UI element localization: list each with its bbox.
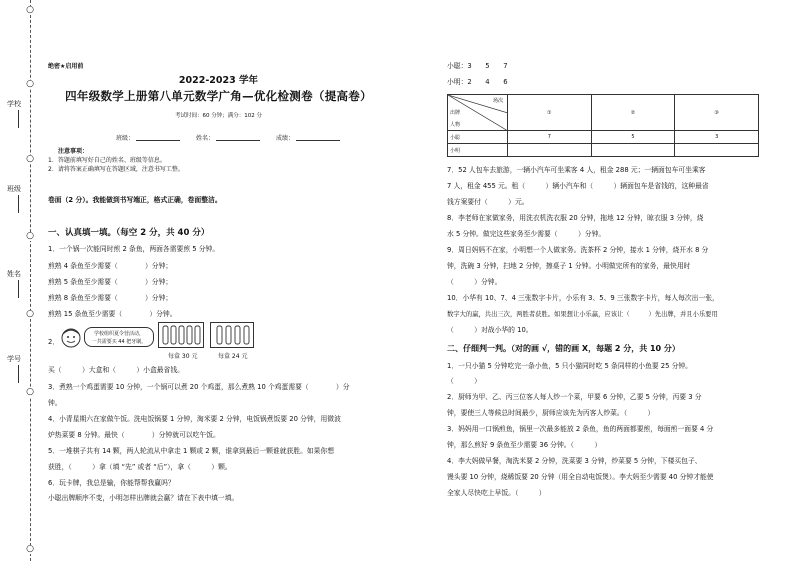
question-7-cont[interactable]: 7 人，租金 455 元。租（ ）辆小汽车和（ ）辆面包车是省钱的，这种最省 bbox=[447, 182, 709, 190]
judge-3: 3．妈妈用一口锅煎鱼，锅里一次最多能放 2 条鱼，鱼的两面都要煎，每面煎一面要 4 分 bbox=[447, 425, 714, 433]
right-column bbox=[445, 0, 785, 561]
cards-xiaoming: 小明：2 4 6 bbox=[447, 78, 508, 86]
secret-mark: 绝密★启用前 bbox=[48, 63, 84, 70]
binding-mark: ○ bbox=[26, 154, 34, 164]
table-cell: 5 bbox=[591, 131, 675, 144]
score-field[interactable]: 成绩： bbox=[276, 133, 340, 142]
question-4-cont[interactable]: 炉热菜要 8 分钟。最快（ ）分钟就可以吃午饭。 bbox=[48, 431, 220, 439]
bubble-line: 学校组织夏令营活动， bbox=[93, 331, 144, 337]
judge-1-answer[interactable]: （ ） bbox=[447, 377, 481, 385]
price-large-box: 每盒 30 元 bbox=[168, 353, 198, 360]
fish-q-4[interactable]: 煎熟 4 条鱼至少需要（ ）分钟； bbox=[48, 262, 173, 270]
fish-q-5[interactable]: 煎熟 5 条鱼至少需要（ ）分钟； bbox=[48, 278, 173, 286]
table-cell: 7 bbox=[508, 131, 592, 144]
judge-1: 1．一只小猫 5 分钟吃完一条小鱼，5 只小猫同时吃 5 条同样的小鱼要 25 分钟。 bbox=[447, 362, 692, 370]
school-year: 2022-2023 学年 bbox=[178, 75, 259, 86]
class-field[interactable]: 班级： bbox=[116, 133, 180, 142]
question-9: 9．周日妈妈不在家，小明想一个人做家务。洗茶杯 2 分钟，接水 1 分钟，烧开水 8 分 bbox=[447, 246, 709, 254]
speech-bubble bbox=[84, 327, 154, 347]
judge-4-cont: 馒头要 10 分钟，烧稀饭要 20 分钟（用全自动电饭煲）。李大妈至少需要 40 分钟才能使 bbox=[447, 473, 714, 481]
answer-cell[interactable] bbox=[508, 144, 592, 157]
answer-cell[interactable] bbox=[591, 144, 675, 157]
child-face-icon bbox=[60, 326, 82, 350]
binding-field-name[interactable]: 姓名 bbox=[2, 270, 26, 298]
binding-field-number[interactable]: 学号 bbox=[2, 355, 26, 383]
question-8: 8．李老师在家做家务，用洗衣机洗衣服 20 分钟，拖地 12 分钟，晾衣服 3 分钟，烧 bbox=[447, 214, 704, 222]
judge-2: 2．厨师为甲、乙、丙三位客人每人炒一个菜，甲要 6 分钟，乙要 5 分钟，丙要 3 分 bbox=[447, 393, 702, 401]
corner-label: 出牌 bbox=[450, 110, 461, 116]
corner-label: 场次 bbox=[492, 98, 503, 104]
judge-4-cont[interactable]: 全家人尽快吃上早饭。（ ） bbox=[447, 489, 546, 497]
question-10-cont[interactable]: 数字大的赢，共出三次，两胜者获胜。如果想让小乐赢，应该让（ ）先出牌，并且小乐要用 bbox=[447, 311, 718, 318]
binding-field-class[interactable]: 班级 bbox=[2, 185, 26, 213]
judge-4: 4．李大妈做早餐，淘洗米要 2 分钟，洗菜要 3 分钟，炒菜要 5 分钟，下楼买包子、 bbox=[447, 457, 702, 465]
binding-field-school[interactable]: 学校 bbox=[2, 100, 26, 128]
fish-q-8[interactable]: 煎熟 8 条鱼至少需要（ ）分钟； bbox=[48, 294, 173, 302]
question-4: 4．小青星期六在家做午饭。洗电饭锅要 1 分钟，淘米要 2 分钟，电饭锅煮饭要 20 分钟，用微波 bbox=[48, 415, 341, 423]
table-header: ③ bbox=[675, 95, 759, 131]
small-toothbrush-box bbox=[210, 322, 254, 348]
question-2-label: 2． bbox=[48, 338, 60, 346]
question-7: 7．52 人包车去旅游，一辆小汽车可坐乘客 4 人，租金 288 元；一辆面包车可坐乘客 bbox=[447, 166, 706, 174]
table-header: ② bbox=[591, 95, 675, 131]
table-corner bbox=[448, 95, 508, 131]
judge-3-cont[interactable]: 钟，那么煎好 9 条鱼至少需要 36 分钟。（ ） bbox=[447, 441, 602, 449]
binding-margin bbox=[0, 0, 44, 561]
binding-mark: ○ bbox=[26, 231, 34, 241]
card-table bbox=[447, 94, 759, 157]
left-column bbox=[46, 0, 391, 561]
table-header: ① bbox=[508, 95, 592, 131]
price-small-box: 每盒 24 元 bbox=[218, 353, 248, 360]
notice-heading: 注意事项： bbox=[58, 148, 89, 155]
corner-label: 人物 bbox=[450, 122, 461, 128]
cards-xiaocong: 小聪：3 5 7 bbox=[447, 62, 508, 70]
binding-mark: ○ bbox=[26, 79, 34, 89]
page-title: 四年级数学上册第八单元数学广角—优化检测卷（提高卷） bbox=[65, 89, 372, 103]
question-1: 1．一个锅一次能同时煎 2 条鱼，两面各需要煎 5 分钟。 bbox=[48, 245, 220, 253]
large-toothbrush-box bbox=[158, 322, 204, 348]
question-9-cont: 钟，洗碗 3 分钟，扫地 2 分钟，擦桌子 1 分钟。小明做完所有的家务，最快用时 bbox=[447, 262, 691, 270]
exam-info: 考试时间：60 分钟；满分：102 分 bbox=[175, 113, 262, 119]
row-name: 小聪 bbox=[448, 131, 508, 144]
question-10-cont[interactable]: （ ）对战小华的 10。 bbox=[447, 326, 533, 334]
section-2-title: 二、仔细判一判。（对的画 √，错的画 X，每题 2 分，共 10 分） bbox=[447, 344, 680, 353]
binding-mark: ○ bbox=[26, 387, 34, 397]
toothbrush-icon bbox=[159, 323, 203, 347]
notice-item: 2．请将答案正确填写在答题区域，注意书写工整。 bbox=[48, 166, 184, 173]
table-row bbox=[448, 131, 759, 144]
question-10: 10．小华有 10、7、4 三张数字卡片，小乐有 3、5、9 三张数字卡片，每人每次出一张， bbox=[447, 294, 719, 302]
binding-mark: ○ bbox=[26, 5, 34, 15]
binding-mark: ○ bbox=[26, 544, 34, 554]
section-1-title: 一、认真填一填。（每空 2 分，共 40 分） bbox=[48, 228, 210, 238]
table-row bbox=[448, 144, 759, 157]
answer-cell[interactable] bbox=[675, 144, 759, 157]
row-name: 小明 bbox=[448, 144, 508, 157]
fish-q-15[interactable]: 煎熟 15 条鱼至少需要（ ）分钟。 bbox=[48, 310, 177, 318]
question-9-cont[interactable]: （ ）分钟。 bbox=[447, 278, 502, 286]
table-cell: 3 bbox=[675, 131, 759, 144]
question-5-cont[interactable]: 获胜，（ ）拿（填 “先” 或者 “后”），拿（ ）颗。 bbox=[48, 463, 232, 471]
question-5: 5．一堆棋子共有 14 颗，两人轮流从中拿走 1 颗或 2 颗，谁拿到最后一颗谁就获胜。如果你想 bbox=[48, 447, 335, 455]
question-6: 6．玩卡牌，我总是输，你能帮帮我赢吗？ bbox=[48, 479, 175, 487]
name-field[interactable]: 姓名： bbox=[196, 133, 260, 142]
question-6-cont: 小聪出牌顺序不变，小明怎样出牌就会赢？请在下表中填一填。 bbox=[48, 494, 239, 502]
question-3-cont: 钟。 bbox=[48, 399, 62, 407]
question-7-cont[interactable]: 钱方案要付（ ）元。 bbox=[447, 198, 529, 206]
question-8-cont[interactable]: 水 5 分钟。做完这些家务至少需要（ ）分钟。 bbox=[447, 230, 606, 238]
binding-mark: ○ bbox=[26, 309, 34, 319]
question-3[interactable]: 3．煮熟一个鸡蛋需要 10 分钟，一个锅可以煮 20 个鸡蛋，那么煮熟 10 个鸡蛋需要（ ）分 bbox=[48, 383, 350, 391]
notice-item: 1．答题前填写好自己的姓名、班级等信息。 bbox=[48, 157, 166, 164]
toothbrush-icon bbox=[211, 323, 253, 347]
bubble-line: 一共需要买 44 把牙刷。 bbox=[91, 339, 147, 345]
question-2-answer[interactable]: 买（ ）大盒和（ ）小盒最省钱。 bbox=[48, 366, 184, 374]
judge-2-cont[interactable]: 钟，要使三人等候总时间最少，厨师应该先为丙客人炒菜。（ ） bbox=[447, 409, 655, 417]
neatness-note: 卷面（2 分）。我能做到书写端正，格式正确，卷面整洁。 bbox=[48, 196, 222, 204]
